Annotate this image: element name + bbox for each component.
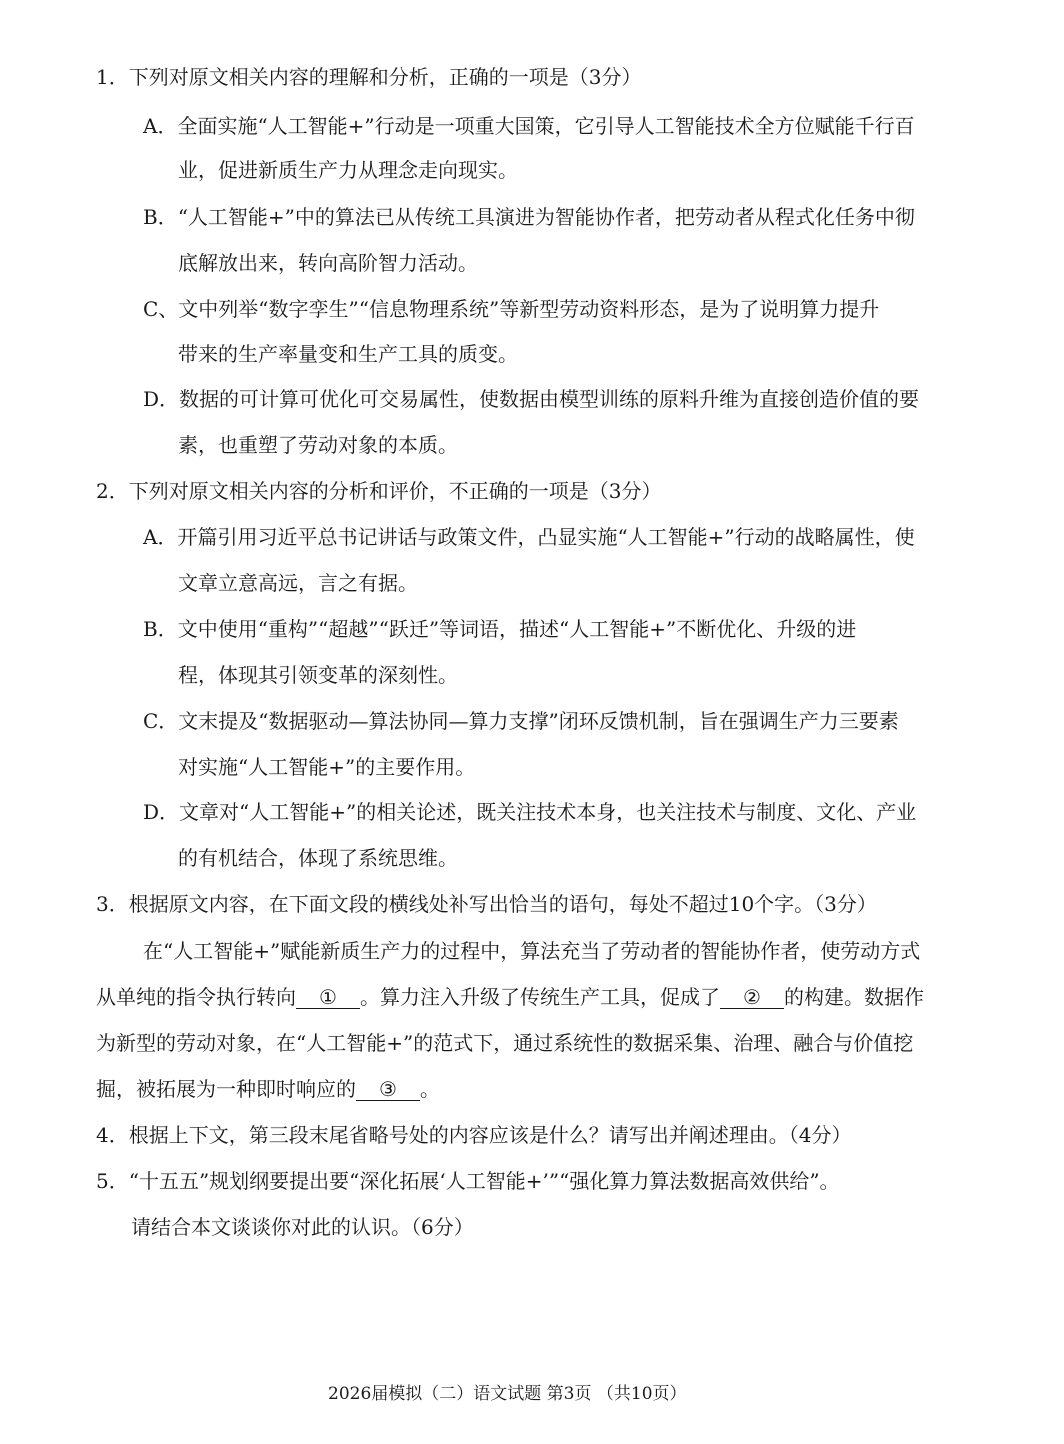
question-5-stem-cont: 请结合本文谈谈你对此的认识。（6分）: [131, 1215, 474, 1239]
blank-1[interactable]: ①: [296, 986, 360, 1009]
question-1-option-c-cont: 带来的生产率量变和生产工具的质变。: [178, 342, 518, 366]
question-2-option-c-cont: 对实施“人工智能+”的主要作用。: [178, 755, 476, 779]
question-1-option-c: C、文中列举“数字孪生”“信息物理系统”等新型劳动资料形态，是为了说明算力提升: [143, 297, 880, 321]
question-1-option-a: A．全面实施“人工智能+”行动是一项重大国策，它引导人工智能技术全方位赋能千行百: [143, 114, 915, 138]
question-1-option-d-cont: 素，也重塑了劳动对象的本质。: [178, 433, 458, 457]
question-3-passage-line-4: [96, 1075, 440, 1103]
question-2-option-a-cont: 文章立意高远，言之有据。: [178, 571, 418, 595]
question-2-stem: 2．下列对原文相关内容的分析和评价，不正确的一项是（3分）: [96, 479, 662, 503]
passage-text: 。算力注入升级了传统生产工具，促成了: [360, 985, 720, 1009]
passage-text: 的构建。数据作: [784, 985, 924, 1009]
passage-text: 从单纯的指令执行转向: [96, 985, 296, 1009]
question-1-option-a-cont: 业，促进新质生产力从理念走向现实。: [178, 158, 518, 182]
question-3-passage-line-1: 在“人工智能+”赋能新质生产力的过程中，算法充当了劳动者的智能协作者，使劳动方式: [143, 939, 921, 963]
question-2-option-b-cont: 程，体现其引领变革的深刻性。: [178, 663, 458, 687]
question-1-option-b-cont: 底解放出来，转向高阶智力活动。: [178, 251, 478, 275]
blank-3[interactable]: ③: [356, 1078, 420, 1101]
question-1-stem: 1．下列对原文相关内容的理解和分析，正确的一项是（3分）: [96, 65, 642, 89]
question-5-stem: 5．“十五五”规划纲要提出要“深化拓展‘人工智能+’”“强化算力算法数据高效供给”。: [96, 1169, 840, 1193]
passage-text: 掘，被拓展为一种即时响应的: [96, 1077, 356, 1101]
question-4-stem: 4．根据上下文，第三段末尾省略号处的内容应该是什么？请写出并阐述理由。（4分）: [96, 1123, 852, 1147]
question-2-option-b: B．文中使用“重构”“超越”“跃迁”等词语，描述“人工智能+”不断优化、升级的进: [143, 617, 857, 641]
question-3-stem: 3．根据原文内容，在下面文段的横线处补写出恰当的语句，每处不超过10个字。（3分）: [96, 892, 877, 916]
question-2-option-d: D．文章对“人工智能+”的相关论述，既关注技术本身，也关注技术与制度、文化、产业: [143, 800, 917, 824]
page-footer: 2026届模拟（二）语文试题 第3页 （共10页）: [328, 1384, 687, 1404]
blank-2[interactable]: ②: [720, 986, 784, 1009]
passage-text: 。: [420, 1077, 440, 1101]
question-1-option-d: D．数据的可计算可优化可交易属性，使数据由模型训练的原料升维为直接创造价值的要: [143, 387, 920, 411]
question-3-passage-line-2: [96, 983, 924, 1011]
question-1-option-b: B．“人工智能+”中的算法已从传统工具演进为智能协作者，把劳动者从程式化任务中彻: [143, 205, 915, 229]
question-2-option-d-cont: 的有机结合，体现了系统思维。: [178, 846, 458, 870]
question-2-option-c: C．文末提及“数据驱动—算法协同—算力支撑”闭环反馈机制，旨在强调生产力三要素: [143, 709, 899, 733]
question-3-passage-line-3: 为新型的劳动对象，在“人工智能+”的范式下，通过系统性的数据采集、治理、融合与价值挖: [96, 1031, 914, 1055]
question-2-option-a: A．开篇引用习近平总书记讲话与政策文件，凸显实施“人工智能+”行动的战略属性，使: [143, 525, 915, 549]
